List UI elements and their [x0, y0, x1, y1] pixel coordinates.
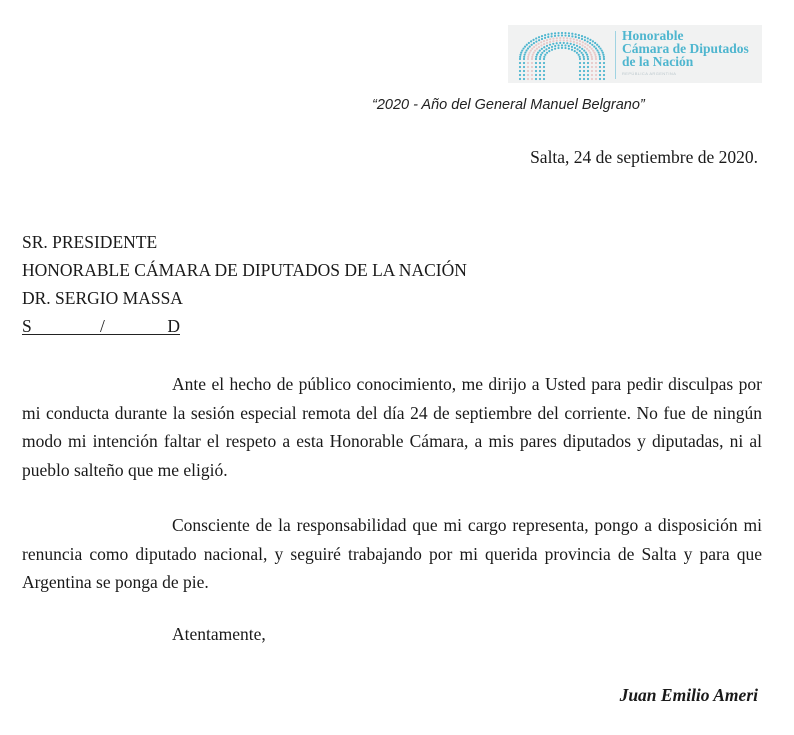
hemicycle-seat	[599, 70, 601, 72]
hemicycle-seat	[603, 70, 605, 72]
hemicycle-seat	[523, 62, 525, 64]
hemicycle-seat	[519, 78, 521, 80]
hemicycle-seat	[541, 35, 543, 37]
hemicycle-seat	[543, 43, 545, 45]
hemicycle-seat	[566, 42, 568, 44]
hemicycle-seat	[591, 56, 593, 58]
hemicycle-seat	[539, 56, 541, 58]
hemicycle-seat	[603, 66, 605, 68]
hemicycle-seat	[527, 78, 529, 80]
hemicycle-seat	[523, 66, 525, 68]
hemicycle-seat	[598, 54, 600, 56]
hemicycle-seat	[568, 48, 570, 50]
hemicycle-seat	[541, 38, 543, 40]
hemicycle-seat	[586, 48, 588, 50]
hemicycle-seat	[545, 48, 547, 50]
hemicycle-seat	[546, 45, 548, 47]
hemicycle-seat	[547, 36, 549, 38]
hemicycle-seat	[541, 52, 543, 54]
hemicycle-seat	[531, 70, 533, 72]
hemicycle-seat	[598, 46, 600, 48]
hemicycle-seat	[603, 62, 605, 64]
hemicycle-seat	[521, 49, 523, 51]
hemicycle-seat	[571, 35, 573, 37]
hemicycle-seat	[591, 48, 593, 50]
hemicycle-seat	[533, 52, 535, 54]
hemicycle-seat	[568, 45, 570, 47]
hemicycle-seat	[543, 74, 545, 76]
hemicycle-seat	[581, 44, 583, 46]
hemicycle-seat	[573, 38, 575, 40]
hemicycle-seat	[595, 78, 597, 80]
hemicycle-seat	[524, 46, 526, 48]
logo-line-1: Honorable	[622, 28, 684, 43]
hemicycle-seat	[584, 39, 586, 41]
hemicycle-seat	[549, 38, 551, 40]
hemicycle-seat	[584, 36, 586, 38]
hemicycle-seat	[524, 54, 526, 56]
hemicycle-seat	[593, 45, 595, 47]
hemicycle-seat	[561, 32, 563, 34]
hemicycle-seat	[563, 42, 565, 44]
hemicycle-seat	[581, 35, 583, 37]
hemicycle-seat	[561, 44, 563, 46]
hemicycle-seat	[559, 37, 561, 39]
hemicycle-seat	[544, 37, 546, 39]
hemicycle-seat	[543, 70, 545, 72]
hemicycle-seat	[579, 70, 581, 72]
hemicycle-seat	[551, 35, 553, 37]
hemicycle-seat	[587, 62, 589, 64]
hemicycle-seat	[591, 70, 593, 72]
hemicycle-seat	[574, 50, 576, 52]
hemicycle-seat	[533, 46, 535, 48]
hemicycle-seat	[529, 45, 531, 47]
hemicycle-seat	[532, 39, 534, 41]
hemicycle-seat	[589, 42, 591, 44]
hemicycle-seat	[552, 40, 554, 42]
logo-subtitle: REPÚBLICA ARGENTINA	[622, 71, 677, 76]
hemicycle-seat	[583, 70, 585, 72]
hemicycle-seat	[535, 78, 537, 80]
hemicycle-seat	[546, 52, 548, 54]
hemicycle-seat	[549, 44, 551, 46]
hemicycle-seat	[574, 47, 576, 49]
recipient-institution: HONORABLE CÁMARA DE DIPUTADOS DE LA NACIÓN	[22, 260, 467, 280]
hemicycle-seat	[523, 74, 525, 76]
hemicycle-seat	[527, 70, 529, 72]
hemicycle-seat	[548, 47, 550, 49]
recipient-name: DR. SERGIO MASSA	[22, 288, 183, 308]
hemicycle-seat	[535, 58, 537, 60]
hemicycle-seat	[587, 40, 589, 42]
hemicycle-seat	[531, 62, 533, 64]
hemicycle-seat	[587, 58, 589, 60]
hemicycle-seat	[576, 39, 578, 41]
hemicycle-seat	[557, 47, 559, 49]
hemicycle-seat	[583, 58, 585, 60]
hemicycle-seat	[595, 47, 597, 49]
hemicycle-seat	[531, 78, 533, 80]
hemicycle-seat	[543, 62, 545, 64]
hemicycle-seat	[599, 78, 601, 80]
hemicycle-seat	[564, 34, 566, 36]
hemicycle-seat	[534, 50, 536, 52]
hemicycle-seat	[536, 54, 538, 56]
hemicycle-seat	[543, 40, 545, 42]
hemicycle-seat	[585, 51, 587, 53]
hemicycle-seat	[576, 45, 578, 47]
hemicycle-seat	[599, 66, 601, 68]
hemicycle-seat	[587, 56, 589, 58]
hemicycle-seat	[552, 37, 554, 39]
hemicycle-seat	[563, 39, 565, 41]
hemicycle-seat	[519, 70, 521, 72]
hemicycle-seat	[591, 78, 593, 80]
hemicycle-seat	[582, 41, 584, 43]
hemicycle-seat	[523, 70, 525, 72]
hemicycle-seat	[584, 43, 586, 45]
hemicycle-seat	[543, 50, 545, 52]
hemicycle-seat	[599, 47, 601, 49]
hemicycle-seat	[557, 32, 559, 34]
hemicycle-seat	[535, 40, 537, 42]
hemicycle-seat	[583, 66, 585, 68]
hemicycle-seat	[603, 74, 605, 76]
hemicycle-seat	[595, 70, 597, 72]
hemicycle-seat	[523, 58, 525, 60]
hemicycle-seat	[539, 66, 541, 68]
hemicycle-seat	[579, 56, 581, 58]
hemicycle-seat	[524, 51, 526, 53]
hemicycle-seat	[602, 54, 604, 56]
hemicycle-seat	[595, 58, 597, 60]
hemicycle-seat	[597, 51, 599, 53]
hemicycle-seat	[561, 47, 563, 49]
hemicycle-seat	[539, 78, 541, 80]
hemicycle-seat	[587, 74, 589, 76]
hemicycle-seat	[583, 50, 585, 52]
hemicycle-seat	[538, 39, 540, 41]
hemicycle-seat	[556, 40, 558, 42]
hemicycle-seat	[536, 48, 538, 50]
hemicycle-seat	[594, 54, 596, 56]
hemicycle-seat	[544, 34, 546, 36]
hemicycle-seat	[566, 40, 568, 42]
hemicycle-seat	[531, 58, 533, 60]
hemicycle-seat	[539, 62, 541, 64]
hemicycle-seat	[519, 58, 521, 60]
hemicycle-seat	[535, 44, 537, 46]
hemicycle-seat	[603, 56, 605, 58]
hemicycle-seat	[554, 35, 556, 37]
hemicycle-seat	[564, 32, 566, 34]
hemicycle-seat	[579, 62, 581, 64]
hemicycle-seat	[527, 58, 529, 60]
hemicycle-seat	[575, 33, 577, 35]
hemicycle-seat	[523, 78, 525, 80]
sd-right: D	[167, 316, 180, 336]
hemicycle-seat	[603, 78, 605, 80]
hemicycle-seat	[541, 48, 543, 50]
hemicycle-seat	[579, 40, 581, 42]
hemicycle-seat	[519, 54, 521, 56]
hemicycle-seat	[528, 42, 530, 44]
hemicycle-seat	[537, 43, 539, 45]
hemicycle-seat	[576, 52, 578, 54]
hemicycle-seat	[535, 74, 537, 76]
hemicycle-seat	[590, 54, 592, 56]
hemicycle-seat	[526, 44, 528, 46]
hemicycle-seat	[543, 46, 545, 48]
hemicycle-seat	[527, 66, 529, 68]
hemicycle-seat	[531, 44, 533, 46]
hemicycle-seat	[530, 50, 532, 52]
hemicycle-seat	[591, 66, 593, 68]
hemicycle-seat	[551, 46, 553, 48]
hemicycle-seat	[520, 52, 522, 54]
hemicycle-seat	[587, 78, 589, 80]
hemicycle-seat	[570, 43, 572, 45]
recipient-title: SR. PRESIDENTE	[22, 232, 158, 252]
hemicycle-seat	[546, 42, 548, 44]
hemicycle-seat	[584, 46, 586, 48]
hemicycle-seat	[579, 66, 581, 68]
sd-line	[22, 312, 180, 335]
hemicycle-seat	[519, 74, 521, 76]
logo-line-2: Cámara de Diputados	[622, 41, 749, 56]
hemicycle-seat	[592, 40, 594, 42]
hemicycle-seat	[535, 70, 537, 72]
hemicycle-seat	[528, 52, 530, 54]
hemicycle-seat	[568, 35, 570, 37]
hemicycle-seat	[535, 37, 537, 39]
hemicycle-seat	[531, 74, 533, 76]
hemicycle-seat	[532, 54, 534, 56]
hemicycle-seat	[539, 70, 541, 72]
hemicycle-seat	[575, 36, 577, 38]
hemicycle-seat	[519, 56, 521, 58]
hemicycle-seat	[587, 70, 589, 72]
hemicycle-seat	[547, 33, 549, 35]
hemicycle-seat	[556, 42, 558, 44]
hemicycle-seat	[599, 74, 601, 76]
hemicycle-seat	[571, 46, 573, 48]
hemicycle-seat	[571, 49, 573, 51]
hemicycle-seat	[591, 44, 593, 46]
hemicycle-seat	[546, 39, 548, 41]
hemicycle-seat	[588, 50, 590, 52]
hemicycle-seat	[579, 58, 581, 60]
hemicycle-seat	[540, 44, 542, 46]
hemicycle-seat	[579, 78, 581, 80]
hemicycle-seat	[548, 50, 550, 52]
logo-title	[622, 29, 749, 68]
hemicycle-seat	[576, 48, 578, 50]
hemicycle-seat	[538, 46, 540, 48]
hemicycle-seat	[589, 52, 591, 54]
hemicycle-seat	[583, 78, 585, 80]
hemicycle-seat	[595, 56, 597, 58]
hemicycle-seat	[566, 37, 568, 39]
hemicycle-seat	[582, 54, 584, 56]
hemicycle-seat	[595, 66, 597, 68]
hemicycle-seat	[554, 45, 556, 47]
hemicycle-seat	[519, 66, 521, 68]
body-paragraph-1: Ante el hecho de público conocimiento, me dirijo a Usted para pedir disculpas por mi conducta durante la sesión especial remota del día 24 de septiembre del corriente. No fue de ningún modo mi intención faltar el respeto a esta Honorable Cámara, a mis pares diputados y diputadas, ni al pueblo salteño que me eligió.	[22, 374, 762, 480]
hemicycle-seat	[523, 56, 525, 58]
hemicycle-seat	[522, 47, 524, 49]
hemicycle-seat	[586, 54, 588, 56]
body-paragraph-2: Consciente de la responsabilidad que mi cargo representa, pongo a disposición mi renuncia como diputado nacional, y seguiré trabajando por mi querida provincia de Salta y para que Argentina se ponga de pie.	[22, 515, 762, 593]
hemicycle-seat	[527, 56, 529, 58]
hemicycle-seat	[570, 40, 572, 42]
hemicycle-seat	[587, 66, 589, 68]
hemicycle-seat	[543, 56, 545, 58]
hemicycle-seat	[556, 37, 558, 39]
hemicycle-seat	[601, 49, 603, 51]
signature-name: Juan Emilio Ameri	[619, 685, 758, 705]
closing-salutation: Atentamente,	[172, 624, 266, 644]
hemicycle-seat	[573, 41, 575, 43]
hemicycle-seat	[530, 40, 532, 42]
hemicycle-seat	[576, 42, 578, 44]
hemicycle-seat	[519, 62, 521, 64]
hemicycle-seat	[543, 66, 545, 68]
hemicycle-seat	[591, 74, 593, 76]
hemicycle-seat	[578, 37, 580, 39]
hemicycle-seat	[533, 42, 535, 44]
hemicycle-seat	[549, 41, 551, 43]
hemicycle-seat	[581, 48, 583, 50]
logo-divider	[615, 31, 616, 79]
hemicycle-seat	[535, 62, 537, 64]
hemicycle-seat	[581, 38, 583, 40]
hemicycle-seat	[525, 49, 527, 51]
hemicycle-seat	[537, 51, 539, 53]
hemicycle-seat	[569, 37, 571, 39]
logo-line-3: de la Nación	[622, 54, 694, 69]
hemicycle-seat	[579, 46, 581, 48]
hemicycle-seat	[599, 58, 601, 60]
hemicycle-seat	[587, 44, 589, 46]
hemicycle-seat	[540, 41, 542, 43]
hemicycle-seat	[589, 39, 591, 41]
hemicycle-seat	[564, 47, 566, 49]
hemicycle-seat	[592, 50, 594, 52]
year-motto: “2020 - Año del General Manuel Belgrano”	[372, 97, 645, 113]
hemicycle-seat	[531, 56, 533, 58]
hemicycle-seat	[583, 56, 585, 58]
hemicycle-seat	[583, 74, 585, 76]
hemicycle-seat	[557, 34, 559, 36]
hemicycle-seat	[531, 66, 533, 68]
hemicycle-seat	[587, 37, 589, 39]
hemicycle-seat	[554, 48, 556, 50]
hemicycle-seat	[554, 32, 556, 34]
hemicycle-seat	[591, 58, 593, 60]
hemicycle-seat	[540, 54, 542, 56]
hemicycle-seat	[573, 44, 575, 46]
letterhead-logo	[508, 25, 762, 83]
sd-slash: /	[100, 316, 105, 336]
hemicycle-seat	[527, 74, 529, 76]
hemicycle-seat	[564, 44, 566, 46]
hemicycle-seat	[595, 74, 597, 76]
hemicycle-seat	[559, 42, 561, 44]
hemicycle-seat	[543, 78, 545, 80]
hemicycle-seat	[578, 34, 580, 36]
recipient-block	[22, 228, 467, 343]
parliament-hemicycle-icon	[514, 29, 610, 81]
sd-left: S	[22, 316, 32, 336]
hemicycle-seat	[527, 62, 529, 64]
hemicycle-seat	[589, 46, 591, 48]
hemicycle-seat	[528, 54, 530, 56]
hemicycle-seat	[568, 32, 570, 34]
hemicycle-seat	[578, 54, 580, 56]
hemicycle-seat	[579, 43, 581, 45]
hemicycle-seat	[593, 52, 595, 54]
hemicycle-seat	[602, 52, 604, 54]
hemicycle-seat	[599, 62, 601, 64]
hemicycle-seat	[535, 66, 537, 68]
hemicycle-seat	[531, 48, 533, 50]
hemicycle-seat	[591, 62, 593, 64]
hemicycle-seat	[571, 33, 573, 35]
hemicycle-seat	[543, 58, 545, 60]
hemicycle-seat	[583, 62, 585, 64]
hemicycle-seat	[561, 34, 563, 36]
hemicycle-seat	[552, 43, 554, 45]
hemicycle-seat	[563, 37, 565, 39]
hemicycle-seat	[551, 33, 553, 35]
hemicycle-seat	[596, 44, 598, 46]
hemicycle-seat	[551, 49, 553, 51]
date-line: Salta, 24 de septiembre de 2020.	[530, 147, 758, 167]
hemicycle-seat	[579, 74, 581, 76]
hemicycle-seat	[595, 62, 597, 64]
hemicycle-seat	[539, 50, 541, 52]
hemicycle-seat	[603, 58, 605, 60]
hemicycle-seat	[557, 44, 559, 46]
hemicycle-seat	[544, 54, 546, 56]
hemicycle-seat	[535, 56, 537, 58]
hemicycle-seat	[581, 52, 583, 54]
hemicycle-seat	[599, 56, 601, 58]
hemicycle-seat	[579, 50, 581, 52]
hemicycle-seat	[539, 74, 541, 76]
hemicycle-seat	[538, 36, 540, 38]
hemicycle-seat	[539, 58, 541, 60]
hemicycle-seat	[527, 47, 529, 49]
hemicycle-seat	[559, 39, 561, 41]
hemicycle-seat	[594, 42, 596, 44]
hemicycle-seat	[596, 49, 598, 51]
